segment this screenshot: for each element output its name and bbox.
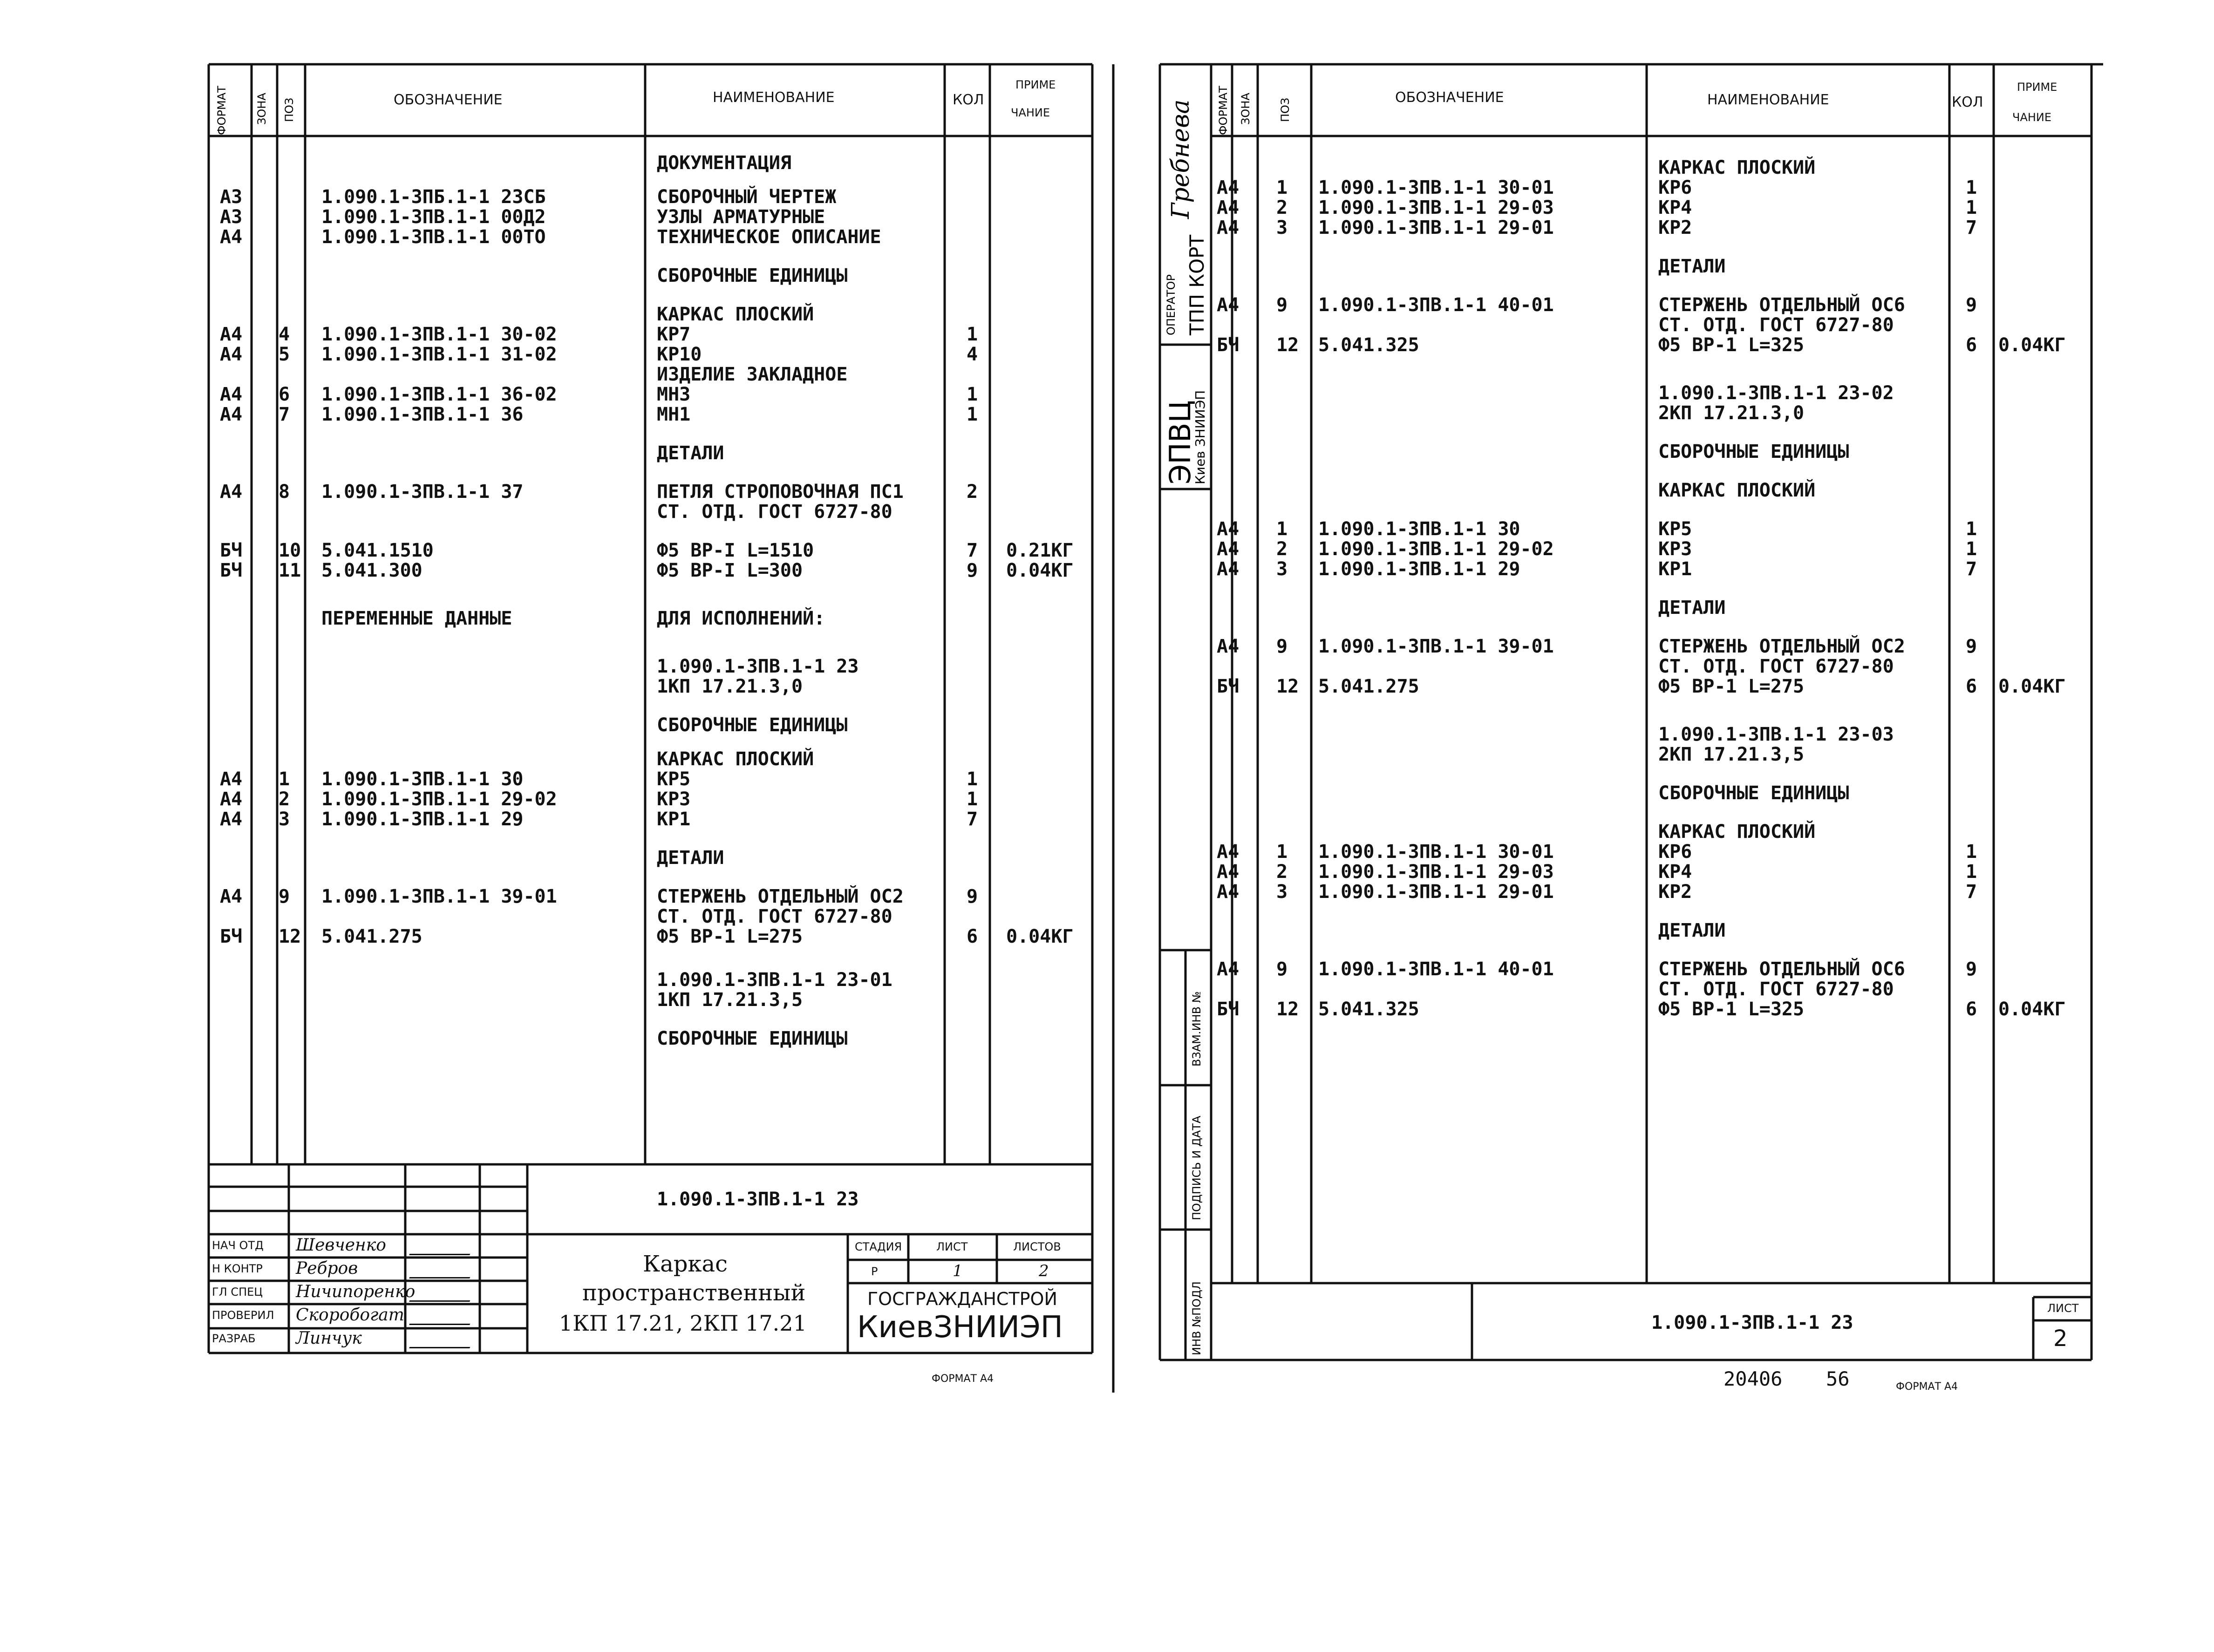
cell-qty: 1 [1966, 861, 1977, 883]
cell-fmt: А4 [220, 344, 243, 365]
sign-role: ПРОВЕРИЛ [212, 1309, 274, 1322]
cell-name: КР4 [1658, 197, 1692, 218]
stage-label: СТАДИЯ [855, 1240, 902, 1253]
cell-name: СТ. ОТД. ГОСТ 6727-80 [657, 501, 892, 523]
cell-pos: 2 [1276, 861, 1288, 883]
cell-name: СТ. ОТД. ГОСТ 6727-80 [1658, 314, 1894, 336]
cell-des: 1.090.1-3ПВ.1-1 00ТО [321, 226, 546, 248]
cell-des: 1.090.1-3ПВ.1-1 29-03 [1318, 861, 1554, 883]
cell-des: 1.090.1-3ПВ.1-1 40-01 [1318, 959, 1554, 980]
cell-name: КАРКАС ПЛОСКИЙ [657, 304, 814, 325]
r-header-note-2: ЧАНИЕ [2012, 111, 2052, 124]
cell-fmt: БЧ [1217, 999, 1240, 1020]
epvc-label: ЭПВЦ [1163, 400, 1197, 484]
cell-des: 1.090.1-3ПВ.1-1 40-01 [1318, 294, 1554, 316]
cell-qty: 1 [1966, 197, 1977, 218]
cell-fmt: А4 [1217, 841, 1240, 863]
left-title-code: 1.090.1-3ПВ.1-1 23 [657, 1189, 859, 1210]
left-title-line3: 1КП 17.21, 2КП 17.21 [559, 1311, 807, 1336]
header-note-1: ПРИМЕ [1015, 78, 1056, 91]
cell-qty: 7 [967, 540, 978, 561]
cell-name: СБОРОЧНЫЕ ЕДИНИЦЫ [657, 1028, 848, 1049]
cell-des: 1.090.1-3ПВ.1-1 00Д2 [321, 206, 546, 228]
cell-note: 0.04КГ [1006, 926, 1074, 947]
cell-name: 1КП 17.21.3,0 [657, 676, 803, 697]
cell-qty: 2 [967, 481, 978, 503]
cell-name: 2КП 17.21.3,0 [1658, 402, 1805, 424]
cell-pos: 3 [1276, 217, 1288, 238]
cell-pos: 4 [279, 324, 290, 345]
cell-des: 1.090.1-3ПВ.1-1 30-01 [1318, 177, 1554, 198]
cell-qty: 9 [967, 886, 978, 907]
cell-name: КР3 [657, 789, 691, 810]
cell-des: ПЕРЕМЕННЫЕ ДАННЫЕ [321, 608, 512, 629]
cell-fmt: БЧ [220, 560, 243, 581]
cell-des: 5.041.275 [1318, 676, 1419, 697]
cell-qty: 7 [967, 809, 978, 830]
cell-des: 1.090.1-3ПВ.1-1 39-01 [1318, 636, 1554, 657]
footer-num1: 20406 [1724, 1367, 1783, 1390]
cell-name: СТ. ОТД. ГОСТ 6727-80 [657, 906, 892, 927]
cell-qty: 7 [1966, 881, 1977, 903]
cell-name: КАРКАС ПЛОСКИЙ [1658, 821, 1816, 843]
cell-name: Ф5 ВР-1 L=325 [1658, 334, 1805, 356]
header-designation: ОБОЗНАЧЕНИЕ [394, 92, 503, 108]
cell-pos: 12 [279, 926, 301, 947]
cell-pos: 12 [1276, 676, 1299, 697]
cell-fmt: А4 [220, 789, 243, 810]
cell-name: Ф5 ВР-1 L=275 [1658, 676, 1805, 697]
cell-des: 1.090.1-3ПВ.1-1 29-02 [1318, 538, 1554, 560]
sign-name: Шевченко [296, 1236, 386, 1255]
cell-pos: 1 [1276, 518, 1288, 540]
cell-qty: 1 [967, 404, 978, 425]
header-note-2: ЧАНИЕ [1011, 106, 1050, 119]
left-title-line2: пространственный [582, 1280, 806, 1306]
sign-role: НАЧ ОТД [212, 1239, 264, 1252]
cell-fmt: А4 [1217, 197, 1240, 218]
sign-name: Скоробогат [296, 1305, 404, 1325]
cell-des: 5.041.300 [321, 560, 422, 581]
footer-num2: 56 [1826, 1367, 1850, 1390]
cell-qty: 9 [1966, 636, 1977, 657]
cell-note: 0.04КГ [1006, 560, 1074, 581]
cell-name: СТЕРЖЕНЬ ОТДЕЛЬНЫЙ ОС2 [657, 886, 904, 907]
cell-fmt: А4 [1217, 294, 1240, 316]
cell-name: ДЕТАЛИ [657, 847, 724, 869]
sign-name: Линчук [296, 1329, 362, 1348]
cell-name: ДЕТАЛИ [1658, 256, 1726, 277]
left-title-line1: Каркас [643, 1251, 728, 1277]
cell-qty: 9 [1966, 294, 1977, 316]
cell-qty: 1 [967, 384, 978, 405]
cell-name: СТЕРЖЕНЬ ОТДЕЛЬНЫЙ ОС2 [1658, 636, 1905, 657]
cell-des: 1.090.1-3ПВ.1-1 31-02 [321, 344, 557, 365]
cell-fmt: А3 [220, 206, 243, 228]
cell-des: 1.090.1-3ПВ.1-1 29-01 [1318, 881, 1554, 903]
cell-pos: 5 [279, 344, 290, 365]
cell-note: 0.21КГ [1006, 540, 1074, 561]
reviewer-signature: Гребнева [1167, 99, 1195, 219]
r-header-pos: ПОЗ [1279, 97, 1292, 122]
org-line1: ГОСГРАЖДАНСТРОЙ [867, 1289, 1057, 1309]
cell-name: МН3 [657, 384, 691, 405]
cell-pos: 2 [1276, 538, 1288, 560]
r-header-note-1: ПРИМЕ [2017, 81, 2057, 94]
cell-note: 0.04КГ [1998, 334, 2066, 356]
inv-repl-label: ВЗАМ.ИНВ № [1190, 991, 1203, 1067]
cell-qty: 6 [967, 926, 978, 947]
cell-des: 1.090.1-3ПВ.1-1 29 [321, 809, 524, 830]
cell-name: КР10 [657, 344, 702, 365]
r-header-qty: КОЛ [1952, 94, 1983, 110]
cell-fmt: БЧ [1217, 676, 1240, 697]
org-line2: КиевЗНИИЭП [857, 1310, 1063, 1345]
header-pos: ПОЗ [283, 97, 296, 122]
cell-des: 5.041.325 [1318, 334, 1419, 356]
cell-name: КАРКАС ПЛОСКИЙ [1658, 480, 1816, 501]
operator-label: ОПЕРАТОР [1165, 274, 1178, 335]
cell-name: ДЛЯ ИСПОЛНЕНИЙ: [657, 608, 825, 629]
right-sheet-number: 2 [2053, 1326, 2068, 1352]
cell-pos: 12 [1276, 999, 1299, 1020]
cell-name: Ф5 ВР-1 L=325 [1658, 999, 1805, 1020]
sign-role: Н КОНТР [212, 1262, 263, 1275]
tpp-label: ТПП КОРТ [1185, 234, 1208, 335]
cell-pos: 1 [279, 768, 290, 790]
cell-pos: 10 [279, 540, 301, 561]
cell-fmt: А4 [1217, 636, 1240, 657]
cell-pos: 2 [279, 789, 290, 810]
cell-fmt: А4 [1217, 558, 1240, 580]
cell-name: СБОРОЧНЫЕ ЕДИНИЦЫ [657, 265, 848, 286]
cell-qty: 9 [1966, 959, 1977, 980]
cell-des: 1.090.1-3ПВ.1-1 37 [321, 481, 524, 503]
cell-pos: 9 [279, 886, 290, 907]
cell-note: 0.04КГ [1998, 676, 2066, 697]
cell-name: СТЕРЖЕНЬ ОТДЕЛЬНЫЙ ОС6 [1658, 294, 1905, 316]
cell-name: Ф5 ВР-I L=300 [657, 560, 803, 581]
r-header-format: ФОРМАТ [1217, 86, 1230, 135]
cell-name: ПЕТЛЯ СТРОПОВОЧНАЯ ПС1 [657, 481, 904, 503]
cell-fmt: А4 [220, 886, 243, 907]
cell-fmt: А4 [1217, 217, 1240, 238]
cell-qty: 1 [967, 768, 978, 790]
cell-pos: 12 [1276, 334, 1299, 356]
cell-name: Ф5 ВР-I L=1510 [657, 540, 814, 561]
cell-name: ДЕТАЛИ [1658, 597, 1726, 619]
cell-des: 1.090.1-3ПВ.1-1 36-02 [321, 384, 557, 405]
cell-name: КАРКАС ПЛОСКИЙ [657, 748, 814, 770]
cell-name: ДЕТАЛИ [657, 442, 724, 464]
cell-name: СТ. ОТД. ГОСТ 6727-80 [1658, 656, 1894, 677]
right-title-code: 1.090.1-3ПВ.1-1 23 [1651, 1312, 1853, 1333]
cell-qty: 6 [1966, 676, 1977, 697]
cell-name: СБОРОЧНЫЕ ЕДИНИЦЫ [657, 714, 848, 736]
cell-qty: 9 [967, 560, 978, 581]
left-footer-format: ФОРМАТ А4 [932, 1373, 994, 1385]
cell-fmt: БЧ [220, 926, 243, 947]
cell-qty: 4 [967, 344, 978, 365]
cell-des: 1.090.1-3ПВ.1-1 30-01 [1318, 841, 1554, 863]
r-header-zone: ЗОНА [1239, 93, 1252, 125]
cell-name: КР3 [1658, 538, 1692, 560]
cell-name: КР6 [1658, 177, 1692, 198]
cell-name: СБОРОЧНЫЙ ЧЕРТЕЖ [657, 186, 837, 208]
r-header-name: НАИМЕНОВАНИЕ [1707, 92, 1829, 108]
right-footer-format: ФОРМАТ А4 [1896, 1381, 1958, 1393]
cell-fmt: А4 [1217, 518, 1240, 540]
cell-name: СБОРОЧНЫЕ ЕДИНИЦЫ [1658, 441, 1849, 462]
cell-qty: 7 [1966, 558, 1977, 580]
cell-fmt: А4 [1217, 177, 1240, 198]
cell-pos: 8 [279, 481, 290, 503]
cell-name: 2КП 17.21.3,5 [1658, 744, 1805, 765]
cell-qty: 6 [1966, 334, 1977, 356]
kiev-label: Киев ЗНИИЭП [1192, 390, 1208, 484]
cell-pos: 7 [279, 404, 290, 425]
cell-fmt: А4 [1217, 959, 1240, 980]
stage-value: Р [871, 1265, 878, 1278]
cell-des: 1.090.1-3ПВ.1-1 30-02 [321, 324, 557, 345]
cell-pos: 11 [279, 560, 301, 581]
cell-name: УЗЛЫ АРМАТУРНЫЕ [657, 206, 825, 228]
cell-des: 1.090.1-3ПВ.1-1 39-01 [321, 886, 557, 907]
cell-pos: 2 [1276, 197, 1288, 218]
cell-name: КАРКАС ПЛОСКИЙ [1658, 157, 1816, 178]
r-header-designation: ОБОЗНАЧЕНИЕ [1395, 89, 1504, 106]
cell-des: 1.090.1-3ПВ.1-1 29-01 [1318, 217, 1554, 238]
cell-pos: 9 [1276, 636, 1288, 657]
cell-name: 1.090.1-3ПВ.1-1 23 [657, 656, 859, 677]
cell-pos: 3 [279, 809, 290, 830]
header-zone: ЗОНА [255, 93, 268, 125]
cell-fmt: А4 [220, 324, 243, 345]
sheets-value: 2 [1039, 1262, 1049, 1280]
cell-des: 1.090.1-3ПВ.1-1 36 [321, 404, 524, 425]
sign-name: Ребров [296, 1259, 358, 1278]
cell-name: КР2 [1658, 217, 1692, 238]
cell-name: СТ. ОТД. ГОСТ 6727-80 [1658, 979, 1894, 1000]
cell-fmt: А4 [1217, 881, 1240, 903]
cell-des: 5.041.1510 [321, 540, 434, 561]
cell-qty: 1 [967, 324, 978, 345]
cell-pos: 3 [1276, 558, 1288, 580]
cell-qty: 1 [967, 789, 978, 810]
header-name: НАИМЕНОВАНИЕ [713, 89, 835, 106]
cell-qty: 1 [1966, 538, 1977, 560]
cell-pos: 9 [1276, 959, 1288, 980]
cell-name: КР6 [1658, 841, 1692, 863]
cell-fmt: А3 [220, 186, 243, 208]
sheets-label: ЛИСТОВ [1013, 1240, 1061, 1253]
cell-name: КР7 [657, 324, 691, 345]
cell-name: КР5 [1658, 518, 1692, 540]
cell-name: КР1 [1658, 558, 1692, 580]
cell-pos: 9 [1276, 294, 1288, 316]
cell-pos: 1 [1276, 177, 1288, 198]
sheet-value: 1 [953, 1262, 963, 1280]
cell-name: КР5 [657, 768, 691, 790]
cell-name: КР1 [657, 809, 691, 830]
inv-sub-label: ИНВ №ПОДЛ [1190, 1281, 1203, 1355]
cell-name: ДЕТАЛИ [1658, 920, 1726, 941]
cell-fmt: А4 [220, 384, 243, 405]
sheet-label: ЛИСТ [936, 1240, 968, 1253]
cell-fmt: БЧ [1217, 334, 1240, 356]
cell-note: 0.04КГ [1998, 999, 2066, 1020]
cell-name: 1.090.1-3ПВ.1-1 23-03 [1658, 724, 1894, 745]
cell-name: 1.090.1-3ПВ.1-1 23-02 [1658, 382, 1894, 404]
cell-pos: 1 [1276, 841, 1288, 863]
cell-name: ИЗДЕЛИЕ ЗАКЛАДНОЕ [657, 364, 848, 385]
right-sheet-label: ЛИСТ [2047, 1302, 2079, 1315]
cell-des: 1.090.1-3ПВ.1-1 29-02 [321, 789, 557, 810]
cell-name: 1.090.1-3ПВ.1-1 23-01 [657, 969, 892, 991]
cell-des: 1.090.1-3ПВ.1-1 30 [1318, 518, 1520, 540]
cell-name: КР2 [1658, 881, 1692, 903]
cell-des: 5.041.325 [1318, 999, 1419, 1020]
cell-name: ДОКУМЕНТАЦИЯ [657, 152, 791, 174]
sign-date-label: ПОДПИСЬ И ДАТА [1190, 1115, 1203, 1220]
cell-pos: 3 [1276, 881, 1288, 903]
cell-des: 1.090.1-3ПВ.1-1 29-03 [1318, 197, 1554, 218]
cell-qty: 1 [1966, 518, 1977, 540]
header-format: ФОРМАТ [215, 86, 228, 135]
cell-qty: 6 [1966, 999, 1977, 1020]
cell-name: СБОРОЧНЫЕ ЕДИНИЦЫ [1658, 782, 1849, 804]
cell-des: 5.041.275 [321, 926, 422, 947]
cell-fmt: А4 [220, 768, 243, 790]
cell-fmt: А4 [220, 404, 243, 425]
cell-name: ТЕХНИЧЕСКОЕ ОПИСАНИЕ [657, 226, 881, 248]
header-qty: КОЛ [953, 92, 984, 108]
cell-fmt: А4 [1217, 861, 1240, 883]
cell-name: Ф5 ВР-1 L=275 [657, 926, 803, 947]
sign-name: Ничипоренко [296, 1282, 416, 1301]
sign-role: ГЛ СПЕЦ [212, 1285, 263, 1298]
cell-name: СТЕРЖЕНЬ ОТДЕЛЬНЫЙ ОС6 [1658, 959, 1905, 980]
cell-name: МН1 [657, 404, 691, 425]
cell-fmt: А4 [220, 481, 243, 503]
cell-fmt: А4 [1217, 538, 1240, 560]
sign-role: РАЗРАБ [212, 1332, 256, 1345]
cell-name: 1КП 17.21.3,5 [657, 989, 803, 1011]
cell-des: 1.090.1-3ПБ.1-1 23СБ [321, 186, 546, 208]
cell-fmt: БЧ [220, 540, 243, 561]
cell-fmt: А4 [220, 226, 243, 248]
cell-pos: 6 [279, 384, 290, 405]
cell-qty: 1 [1966, 841, 1977, 863]
cell-des: 1.090.1-3ПВ.1-1 30 [321, 768, 524, 790]
cell-des: 1.090.1-3ПВ.1-1 29 [1318, 558, 1520, 580]
cell-name: КР4 [1658, 861, 1692, 883]
cell-qty: 7 [1966, 217, 1977, 238]
cell-fmt: А4 [220, 809, 243, 830]
cell-qty: 1 [1966, 177, 1977, 198]
